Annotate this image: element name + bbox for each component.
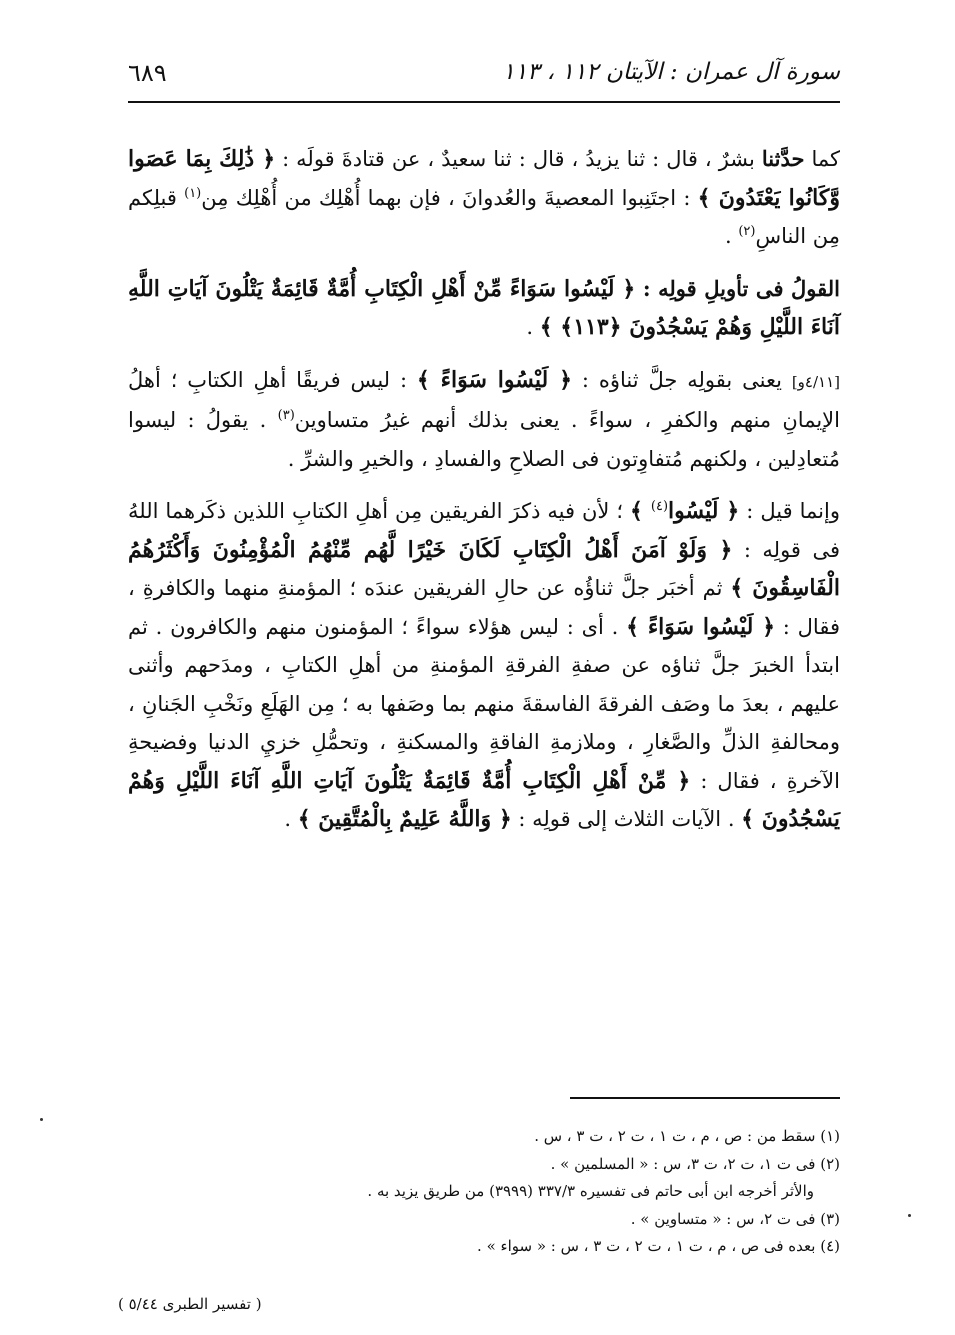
footnote-1: (١) سقط من : ص ، م ، ت ١ ، ت ٢ ، ت ٣ ، س .	[534, 1127, 840, 1145]
isnad-keyword: حدَّثنا	[761, 146, 805, 171]
quran-quote: ﴿ لَيْسُوا سَوَاءً مِّنْ أَهْلِ الْكِتَابِ أُمَّةٌ قَائِمَةٌ يَتْلُونَ آيَاتِ اللَّهِ آنَاءَ اللَّيْلِ وَهُمْ يَسْجُدُونَ ﴿١١٣﴾ ﴾	[128, 275, 840, 340]
text: قبلِكم مِن الناسِ	[128, 185, 840, 248]
text: . الآيات الثلاث إلى قولِه :	[511, 807, 742, 831]
quran-quote: ﴿ مِّنْ أَهْلِ الْكِتَابِ أُمَّةٌ قَائِمَةٌ يَتْلُونَ آيَاتِ اللَّهِ آنَاءَ اللَّيْلِ وَهُمْ يَسْجُدُونَ ﴾	[128, 767, 840, 832]
footnote-4: (٤) بعده فى ص ، م ، ت ١ ، ت ٢ ، ت ٣ ، س : « سواء » .	[477, 1237, 840, 1255]
header-rule	[128, 101, 840, 103]
text: . أى : ليس هؤلاء سواءً ؛ المؤمنون منهم والكافرون . ثم ابتدأ الخبرَ جلَّ ثناؤه عن صفةِ الفرقةِ المؤمنةِ من أهلِ الكتابِ ، ومدَحهم وأثنى عليهم ، بعدَ ما وصَف الفرقةَ الفاسقةَ منهم بما وصَفها به ؛ مِن الهَلَعِ ونَخْبِ الجَنانِ ، ومحالفةِ الذلِّ والصَّغارِ ، وملازمةِ الفاقةِ والمسكنةِ ، وتحمُّلِ خزيِ الدنيا وفضيحةِ الآخرةِ ، فقال :	[128, 614, 840, 793]
quran-quote: ﴿ لَيْسُوا سَوَاءً ﴾	[626, 613, 775, 640]
text: : اجتَنِبوا المعصيةَ والعُدوانَ ، فإن بهما أُهْلِك من أُهْلِك مِن	[201, 185, 698, 210]
text: كما	[804, 147, 840, 171]
quran-quote: ﴿ وَلَوْ آمَنَ أَهْلُ الْكِتَابِ لَكَانَ خَيْرًا لَّهُم مِّنْهُمُ الْمُؤْمِنُونَ وَأَكْثَرُهُمُ الْفَاسِقُونَ ﴾	[128, 536, 840, 601]
paragraph-2	[128, 270, 840, 347]
text: . يقولُ : ليسوا مُتعادِلين ، ولكنهم مُتفاوِتون فى الصلاحِ والفسادِ ، والخيرِ والشرِّ .	[128, 408, 840, 471]
edition-reference: ( تفسير الطبرى ٥/٤٤ )	[118, 1295, 262, 1313]
quran-quote: ﴿ لَيْسُوا	[668, 498, 740, 524]
running-title: سورة آل عمران : الآيتان ١١٢ ، ١١٣	[502, 59, 840, 85]
text: .	[724, 224, 739, 248]
text: بشرٌ ، قال : ثنا يزيدُ ، قال : ثنا سعيدٌ ، عن قتادةَ قولَه :	[275, 147, 762, 171]
paragraph-1	[128, 140, 840, 256]
footnote-marker: (١)	[184, 185, 202, 201]
main-text	[128, 140, 840, 853]
text: .	[284, 807, 298, 831]
footnote-2: (٢) فى ت ١، ت ٢، ت ٣، س : « المسلمين » .	[550, 1154, 840, 1173]
quran-quote-close: ﴾	[630, 498, 651, 524]
footnote-marker: (٢)	[738, 224, 756, 239]
speck	[908, 1214, 911, 1217]
footnote-marker: (٤)	[650, 499, 669, 514]
text: .	[526, 315, 540, 339]
manuscript-ref: [٤/١١و]	[791, 372, 841, 391]
quran-quote: ﴿ لَيْسُوا سَوَاءً ﴾	[416, 366, 573, 393]
footnote-rule	[570, 1097, 840, 1099]
footnotes	[200, 1123, 840, 1261]
page-header	[128, 55, 840, 99]
paragraph-4	[128, 492, 840, 839]
paragraph-3	[128, 361, 840, 479]
footnote-3: (٣) فى ت ٢، س : « متساوين » .	[630, 1209, 840, 1228]
footnote-2-continuation: والأثر أخرجه ابن أبى حاتم فى تفسيره ٣٣٧/٣ (٣٩٩٩) من طريق يزيد به .	[367, 1182, 814, 1200]
quran-quote: ﴿ وَاللَّهُ عَلِيمٌ بِالْمُتَّقِينَ ﴾	[297, 806, 512, 832]
text: يعنى بقولِه جلَّ ثناؤه :	[572, 367, 792, 392]
section-heading: القولُ فى تأويلِ قولِه :	[635, 275, 840, 301]
footnote-marker: (٣)	[277, 408, 295, 423]
text: : ليس فريقًا أهلِ الكتابِ ؛ أهلُ الإيمانِ منهم والكفرِ ، سواءً . يعنى بذلك أنهم غيرُ متساوين	[128, 367, 840, 432]
quran-quote: ﴿ ذَٰلِكَ بِمَا عَصَوا وَّكَانُوا يَعْتَدُونَ ﴾	[128, 146, 840, 211]
page-number: ٦٨٩	[128, 59, 167, 87]
text: ثم أخبَر جلَّ ثناؤُه عن حالِ الفريقين عندَه ؛ المؤمنةِ منهما والكافرةِ ، فقال :	[128, 576, 840, 639]
speck	[40, 1118, 43, 1121]
text: ؛ لأن فيه ذكرَ الفريقين مِن أهلِ الكتابِ اللذين ذكَرهما اللهُ فى قولِه :	[128, 499, 840, 562]
text: وإنما قيل :	[739, 499, 840, 523]
